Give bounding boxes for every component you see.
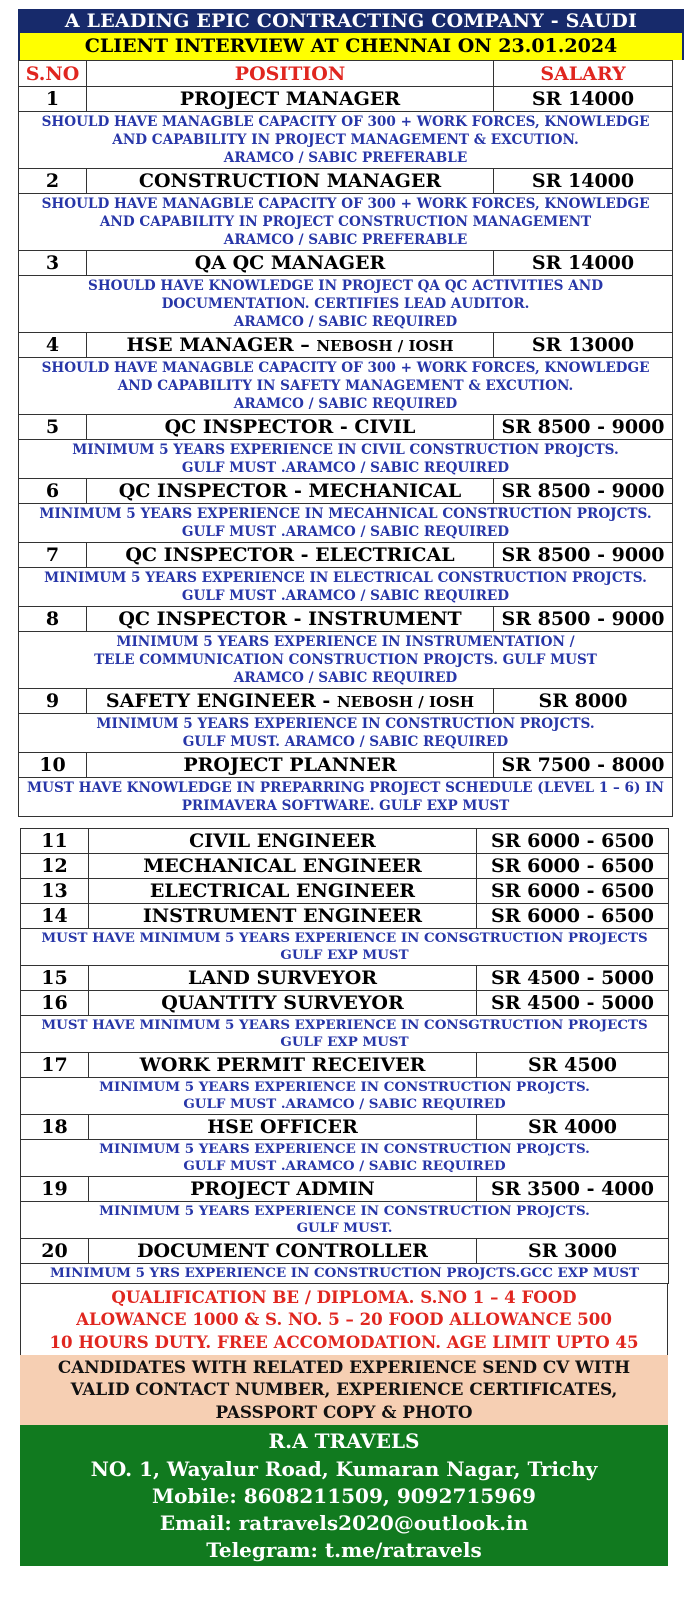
table-row [21, 991, 669, 1016]
job-title: PROJECT MANAGER [179, 88, 401, 110]
job-advert [18, 9, 684, 1566]
table-row [19, 333, 673, 358]
description-line: ARAMCO / SABIC REQUIRED [233, 670, 458, 686]
job-number: 7 [19, 543, 87, 568]
job-title-cell [89, 879, 477, 904]
job-description-row [19, 714, 673, 753]
job-description-row [19, 632, 673, 689]
table-row [21, 966, 669, 991]
job-salary: SR 4000 [477, 1115, 669, 1140]
job-salary: SR 4500 - 5000 [477, 991, 669, 1016]
instructions-line: VALID CONTACT NUMBER, EXPERIENCE CERTIFICATES, [70, 1379, 618, 1400]
description-line: AND CAPABILITY IN SAFETY MANAGEMENT & EXCUTION. [117, 378, 574, 394]
table-row [21, 879, 669, 904]
job-description [21, 1202, 669, 1239]
agency-address: NO. 1, Wayalur Road, Kumaran Nagar, Trichy [90, 1456, 598, 1481]
job-salary: SR 13000 [494, 333, 673, 358]
job-title-cell [89, 904, 477, 929]
job-salary: SR 6000 - 6500 [477, 879, 669, 904]
job-number: 5 [19, 415, 87, 440]
job-salary: SR 8500 - 9000 [494, 415, 673, 440]
qualification-line: 10 HOURS DUTY. FREE ACCOMODATION. AGE LIMIT UPTO 45 [49, 1331, 639, 1352]
job-title: LAND SURVEYOR [187, 967, 378, 989]
job-description-row [21, 929, 669, 966]
job-description-row [21, 1016, 669, 1053]
description-line: MINIMUM 5 YEARS EXPERIENCE IN MECAHNICAL CONSTRUCTION PROJCTS. [39, 506, 652, 522]
job-title: QC INSPECTOR - MECHANICAL [118, 480, 462, 502]
job-description-row [21, 1078, 669, 1115]
job-description-row [19, 778, 673, 817]
job-salary: SR 7500 - 8000 [494, 753, 673, 778]
job-description-row [21, 1264, 669, 1284]
agency-mobile[interactable]: Mobile: 8608211509, 9092715969 [152, 1483, 536, 1508]
description-line: SHOULD HAVE KNOWLEDGE IN PROJECT QA QC ACTIVITIES AND [88, 278, 603, 294]
job-description-row [19, 440, 673, 479]
job-description-row [19, 276, 673, 333]
job-salary: SR 8500 - 9000 [494, 607, 673, 632]
description-line: GULF MUST .ARAMCO / SABIC REQUIRED [183, 1096, 506, 1112]
company-title: A LEADING EPIC CONTRACTING COMPANY - SAUDI [18, 9, 684, 33]
job-salary: SR 3000 [477, 1239, 669, 1264]
description-line: ARAMCO / SABIC PREFERABLE [223, 150, 468, 166]
table-row [21, 1053, 669, 1078]
qualification-note [20, 1284, 668, 1355]
job-description [19, 440, 673, 479]
job-title-cell [87, 333, 494, 358]
job-number: 18 [21, 1115, 89, 1140]
job-title: SAFETY ENGINEER - [105, 690, 337, 712]
job-title-cell [89, 991, 477, 1016]
job-title: QC INSPECTOR - ELECTRICAL [125, 544, 455, 566]
description-line: GULF MUST. ARAMCO / SABIC REQUIRED [182, 734, 509, 750]
agency-telegram[interactable]: Telegram: t.me/ratravels [206, 1538, 482, 1563]
job-number: 3 [19, 251, 87, 276]
job-description [19, 778, 673, 817]
job-title: HSE OFFICER [207, 1116, 358, 1138]
job-salary: SR 14000 [494, 87, 673, 112]
job-description [19, 568, 673, 607]
instructions-line: PASSPORT COPY & PHOTO [215, 1401, 473, 1422]
job-number: 4 [19, 333, 87, 358]
description-line: GULF MUST .ARAMCO / SABIC REQUIRED [183, 1158, 506, 1174]
job-title-cell [87, 753, 494, 778]
job-title: QA QC MANAGER [194, 252, 386, 274]
job-number: 17 [21, 1053, 89, 1078]
job-description [21, 1078, 669, 1115]
header-position: POSITION [87, 61, 494, 87]
description-line: MINIMUM 5 YEARS EXPERIENCE IN CONSTRUCTION PROJCTS. [99, 1079, 590, 1095]
positions-table-secondary [20, 828, 669, 1284]
job-salary: SR 6000 - 6500 [477, 904, 669, 929]
job-number: 15 [21, 966, 89, 991]
description-line: ARAMCO / SABIC REQUIRED [233, 396, 458, 412]
job-description-row [19, 194, 673, 251]
job-title: QC INSPECTOR - CIVIL [164, 416, 416, 438]
job-title-cell [87, 543, 494, 568]
job-title: QUANTITY SURVEYOR [161, 992, 404, 1014]
table-row [19, 753, 673, 778]
description-line: MUST HAVE MINIMUM 5 YEARS EXPERIENCE IN CONSGTRUCTION PROJECTS [41, 930, 648, 946]
table-row [19, 87, 673, 112]
job-description-row [21, 1140, 669, 1177]
job-salary: SR 8500 - 9000 [494, 543, 673, 568]
job-title: CONSTRUCTION MANAGER [138, 170, 442, 192]
job-number: 19 [21, 1177, 89, 1202]
header-sno: S.NO [19, 61, 87, 87]
job-title-cell [87, 87, 494, 112]
job-certification: NEBOSH / IOSH [316, 337, 454, 355]
job-description [21, 929, 669, 966]
job-number: 1 [19, 87, 87, 112]
agency-name: R.A TRAVELS [268, 1429, 420, 1454]
job-description-row [19, 112, 673, 169]
description-line: MINIMUM 5 YEARS EXPERIENCE IN CIVIL CONSTRUCTION PROJCTS. [72, 442, 619, 458]
table-header-row [19, 61, 673, 87]
job-description-row [19, 568, 673, 607]
description-line: AND CAPABILITY IN PROJECT MANAGEMENT & EXCUTION. [112, 132, 579, 148]
job-title: INSTRUMENT ENGINEER [142, 905, 423, 927]
description-line: MINIMUM 5 YEARS EXPERIENCE IN ELECTRICAL CONSTRUCTION PROJCTS. [44, 570, 647, 586]
job-salary: SR 6000 - 6500 [477, 854, 669, 879]
table-row [19, 251, 673, 276]
table-row [21, 829, 669, 854]
job-description-row [21, 1202, 669, 1239]
table-row [19, 607, 673, 632]
job-title: HSE MANAGER – [126, 334, 317, 356]
description-line: SHOULD HAVE MANAGBLE CAPACITY OF 300 + WORK FORCES, KNOWLEDGE [41, 360, 650, 376]
job-salary: SR 14000 [494, 169, 673, 194]
job-number: 16 [21, 991, 89, 1016]
job-title-cell [89, 1115, 477, 1140]
job-title-cell [87, 251, 494, 276]
table-row [19, 479, 673, 504]
description-line: MUST HAVE MINIMUM 5 YEARS EXPERIENCE IN CONSGTRUCTION PROJECTS [41, 1017, 648, 1033]
table-row [21, 1177, 669, 1202]
job-title-cell [89, 1177, 477, 1202]
job-number: 13 [21, 879, 89, 904]
description-line: MINIMUM 5 YEARS EXPERIENCE IN CONSTRUCTION PROJCTS. [96, 716, 595, 732]
job-number: 20 [21, 1239, 89, 1264]
job-salary: SR 6000 - 6500 [477, 829, 669, 854]
job-title: WORK PERMIT RECEIVER [139, 1054, 426, 1076]
job-title-cell [87, 169, 494, 194]
description-line: MINIMUM 5 YEARS EXPERIENCE IN CONSTRUCTION PROJCTS. [99, 1141, 590, 1157]
qualification-line: ALOWANCE 1000 & S. NO. 5 – 20 FOOD ALLOWANCE 500 [76, 1309, 612, 1330]
description-line: GULF MUST .ARAMCO / SABIC REQUIRED [181, 588, 510, 604]
table-row [19, 169, 673, 194]
header-salary: SALARY [494, 61, 673, 87]
job-title: QC INSPECTOR - INSTRUMENT [118, 608, 462, 630]
job-description-row [19, 504, 673, 543]
job-salary: SR 4500 [477, 1053, 669, 1078]
job-number: 6 [19, 479, 87, 504]
contact-block [20, 1425, 668, 1566]
job-title: ELECTRICAL ENGINEER [149, 880, 416, 902]
job-title-cell [89, 1239, 477, 1264]
description-line: GULF EXP MUST [280, 947, 409, 963]
job-number: 11 [21, 829, 89, 854]
description-line: MINIMUM 5 YRS EXPERIENCE IN CONSTRUCTION PROJCTS.GCC EXP MUST [50, 1265, 639, 1281]
description-line: GULF MUST .ARAMCO / SABIC REQUIRED [181, 524, 510, 540]
agency-email[interactable]: Email: ratravels2020@outlook.in [159, 1511, 529, 1535]
job-title-cell [87, 607, 494, 632]
job-title: MECHANICAL ENGINEER [143, 855, 422, 877]
job-salary: SR 4500 - 5000 [477, 966, 669, 991]
job-description [19, 276, 673, 333]
description-line: MINIMUM 5 YEARS EXPERIENCE IN INSTRUMENTATION / [116, 634, 575, 650]
job-title-cell [89, 966, 477, 991]
job-title: DOCUMENT CONTROLLER [137, 1240, 428, 1262]
description-line: MINIMUM 5 YEARS EXPERIENCE IN CONSTRUCTION PROJCTS. [99, 1203, 590, 1219]
table-row [21, 904, 669, 929]
description-line: ARAMCO / SABIC PREFERABLE [223, 232, 468, 248]
description-line: GULF MUST .ARAMCO / SABIC REQUIRED [181, 460, 510, 476]
job-number: 14 [21, 904, 89, 929]
job-title: CIVIL ENGINEER [189, 830, 376, 852]
job-description-row [19, 358, 673, 415]
table-row [21, 854, 669, 879]
qualification-line: QUALIFICATION BE / DIPLOMA. S.NO 1 – 4 FOOD [111, 1287, 577, 1307]
description-line: MUST HAVE KNOWLEDGE IN PREPARRING PROJECT SCHEDULE (LEVEL 1 – 6) IN [27, 780, 664, 796]
job-number: 2 [19, 169, 87, 194]
job-description [19, 714, 673, 753]
job-salary: SR 14000 [494, 251, 673, 276]
job-salary: SR 8000 [494, 689, 673, 714]
description-line: ARAMCO / SABIC REQUIRED [233, 314, 458, 330]
job-title-cell [87, 689, 494, 714]
description-line: SHOULD HAVE MANAGBLE CAPACITY OF 300 + WORK FORCES, KNOWLEDGE [41, 196, 650, 212]
job-description [21, 1016, 669, 1053]
job-salary: SR 8500 - 9000 [494, 479, 673, 504]
positions-table-primary [18, 60, 673, 817]
job-description [21, 1264, 669, 1284]
job-number: 12 [21, 854, 89, 879]
job-title-cell [87, 479, 494, 504]
table-row [19, 415, 673, 440]
job-description [19, 504, 673, 543]
table-row [21, 1239, 669, 1264]
job-description [19, 358, 673, 415]
description-line: AND CAPABILITY IN PROJECT CONSTRUCTION MANAGEMENT [99, 214, 592, 230]
job-description [19, 194, 673, 251]
job-title: PROJECT ADMIN [190, 1178, 375, 1200]
description-line: PRIMAVERA SOFTWARE. GULF EXP MUST [181, 798, 510, 814]
table-row [21, 1115, 669, 1140]
job-title: PROJECT PLANNER [183, 754, 397, 776]
instructions-line: CANDIDATES WITH RELATED EXPERIENCE SEND CV WITH [57, 1356, 631, 1377]
job-title-cell [89, 854, 477, 879]
job-description [21, 1140, 669, 1177]
job-number: 10 [19, 753, 87, 778]
description-line: GULF MUST. [296, 1220, 393, 1236]
description-line: SHOULD HAVE MANAGBLE CAPACITY OF 300 + WORK FORCES, KNOWLEDGE [41, 114, 650, 130]
description-line: DOCUMENTATION. CERTIFIES LEAD AUDITOR. [161, 296, 530, 312]
application-instructions [20, 1355, 668, 1426]
job-title-cell [89, 829, 477, 854]
job-salary: SR 3500 - 4000 [477, 1177, 669, 1202]
job-number: 9 [19, 689, 87, 714]
job-description [19, 632, 673, 689]
table-row [19, 543, 673, 568]
table-row [19, 689, 673, 714]
job-title-cell [89, 1053, 477, 1078]
job-description [19, 112, 673, 169]
job-title-cell [87, 415, 494, 440]
job-number: 8 [19, 607, 87, 632]
interview-date-banner: CLIENT INTERVIEW AT CHENNAI ON 23.01.2024 [18, 33, 684, 60]
description-line: GULF EXP MUST [280, 1034, 409, 1050]
job-certification: NEBOSH / IOSH [336, 693, 475, 711]
description-line: TELE COMMUNICATION CONSTRUCTION PROJCTS. GULF MUST [94, 652, 597, 668]
